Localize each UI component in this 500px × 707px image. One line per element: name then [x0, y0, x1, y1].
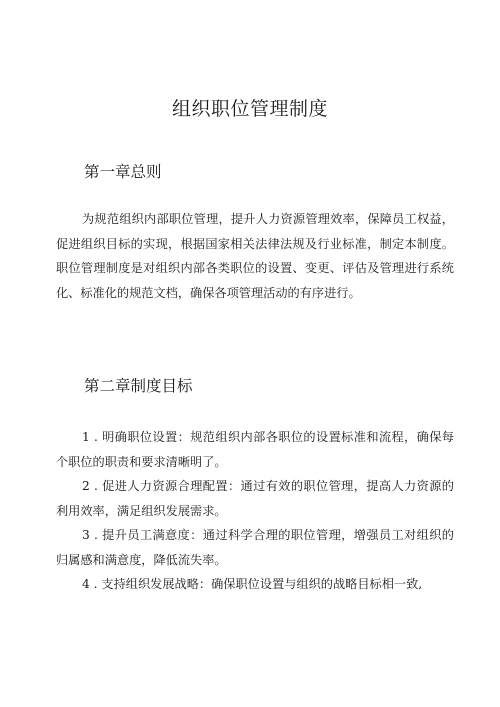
goal-item-4: 4 . 支持组织发展战略：确保职位设置与组织的战略目标相一致,: [82, 577, 423, 591]
chapter-1-heading: 第一章总则: [84, 163, 162, 181]
chapter-2-heading: 第二章制度目标: [84, 377, 193, 395]
goal-item-1: 1 . 明确职位设置：规范组织内部各职位的设置标准和流程，确保每个职位的职责和要求清晰明了。: [56, 430, 454, 469]
goal-item-2: 2 . 促进人力资源合理配置：通过有效的职位管理，提高人力资源的利用效率，满足组织发展需求。: [56, 479, 454, 518]
goal-item-3: 3 . 提升员工满意度：通过科学合理的职位管理，增强员工对组织的归属感和满意度，降低流失率。: [56, 528, 454, 567]
document-title: 组织职位管理制度: [171, 98, 328, 120]
chapter-1-paragraph: 为规范组织内部职位管理，提升人力资源管理效率，保障员工权益，促进组织目标的实现，根据国家相关法律法规及行业标准，制定本制度。职位管理制度是对组织内部各类职位的设置、变更、评估及管理进行系统化、标准化的规范文档，确保各项管理活动的有序进行。: [56, 212, 454, 300]
